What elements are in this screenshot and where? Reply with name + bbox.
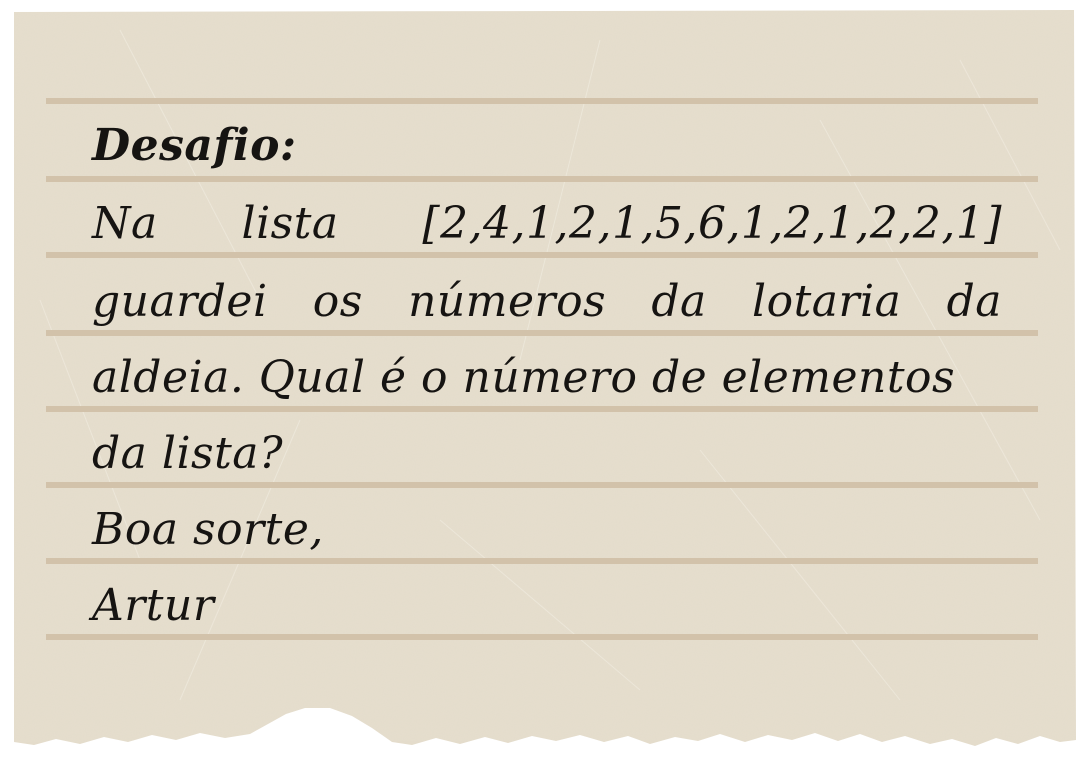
- note-line-2-word-3: números: [408, 276, 607, 327]
- ruled-line-1: [46, 98, 1038, 104]
- note-line-1: [92, 198, 1002, 249]
- ruled-line-7: [46, 558, 1038, 564]
- ruled-line-8: [46, 634, 1038, 640]
- ruled-line-6: [46, 482, 1038, 488]
- ruled-line-5: [46, 406, 1038, 412]
- note-line-4: da lista?: [92, 428, 284, 479]
- note-list-values: [2,4,1,2,1,5,6,1,2,1,2,2,1]: [422, 198, 1002, 249]
- note-line-2-word-5: lotaria: [752, 276, 902, 327]
- note-line-2-word-2: os: [312, 276, 363, 327]
- ruled-line-3: [46, 252, 1038, 258]
- note-line-2-word-4: da: [651, 276, 707, 327]
- note-line-1-word-2: lista: [241, 198, 339, 249]
- note-heading: Desafio:: [92, 120, 297, 171]
- ruled-line-2: [46, 176, 1038, 182]
- ruled-line-4: [46, 330, 1038, 336]
- note-closing: Boa sorte,: [92, 504, 324, 555]
- note-line-3: aldeia. Qual é o número de elementos: [92, 352, 956, 403]
- note-line-1-word-1: Na: [92, 198, 158, 249]
- note-line-2: [92, 276, 1002, 327]
- note-signature: Artur: [92, 580, 215, 631]
- note-line-2-word-1: guardei: [92, 276, 268, 327]
- note-line-2-word-6: da: [946, 276, 1002, 327]
